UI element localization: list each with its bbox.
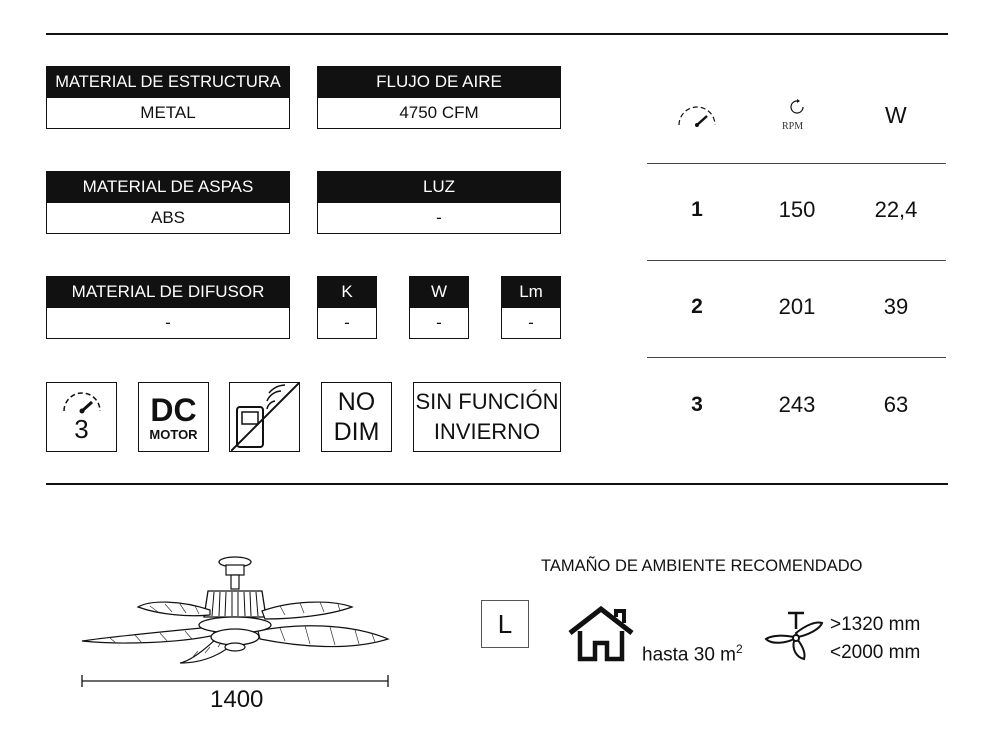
speedometer-icon (675, 103, 719, 127)
winter-line-2: INVIERNO (433, 419, 541, 444)
winter-line-1: SIN FUNCIÓN (415, 389, 559, 414)
spec-w-label: W (409, 276, 469, 308)
fan-diameter: 1400 (210, 686, 264, 713)
spec-flujo (317, 66, 561, 129)
remote-control-icon (231, 383, 299, 451)
spec-luz-value: - (317, 203, 561, 234)
middle-rule (46, 483, 948, 485)
spec-flujo-value: 4750 CFM (317, 98, 561, 129)
no-dim-line-2: DIM (333, 418, 380, 446)
spec-difusor (46, 276, 290, 339)
spec-lm-label: Lm (501, 276, 561, 308)
watts-1: 22,4 (874, 197, 918, 222)
top-rule (46, 33, 948, 35)
table-divider (647, 163, 946, 164)
table-divider (647, 260, 946, 261)
spec-estructura-label: MATERIAL DE ESTRUCTURA (46, 66, 290, 98)
speed-1: 1 (691, 198, 703, 221)
no-dim-badge (321, 382, 392, 452)
spec-estructura (46, 66, 290, 129)
ceiling-height-max: <2000 mm (830, 642, 921, 663)
spec-luz (317, 171, 561, 234)
spec-lm (501, 276, 561, 339)
speed-3: 3 (691, 393, 703, 416)
no-dim-line-1: NO (337, 388, 376, 416)
rpm-2: 201 (778, 294, 816, 319)
room-size: L (497, 609, 513, 639)
spec-aspas (46, 171, 290, 234)
room-title: TAMAÑO DE AMBIENTE RECOMENDADO (541, 557, 863, 575)
speeds-count: 3 (74, 414, 89, 444)
rpm-header: RPM (782, 121, 804, 132)
rpm-1: 150 (778, 197, 816, 222)
spec-estructura-value: METAL (46, 98, 290, 129)
no-remote-badge (229, 382, 300, 452)
room-size-box (481, 600, 529, 648)
spec-k-value: - (317, 308, 377, 339)
ceiling-height-min: >1320 mm (830, 614, 921, 635)
dc-motor-badge (138, 382, 209, 452)
speedometer-icon (59, 391, 105, 415)
room-area-text: hasta 30 m (642, 644, 736, 666)
room-area-exponent: 2 (736, 642, 743, 656)
spec-flujo-label: FLUJO DE AIRE (317, 66, 561, 98)
speeds-badge (46, 382, 117, 452)
spec-k-label: K (317, 276, 377, 308)
house-icon (566, 605, 636, 663)
ceiling-fan-icon (764, 611, 824, 661)
spec-aspas-value: ABS (46, 203, 290, 234)
spec-difusor-value: - (46, 308, 290, 339)
spec-lm-value: - (501, 308, 561, 339)
watts-3: 63 (883, 392, 909, 417)
room-area (642, 642, 743, 666)
spec-w-value: - (409, 308, 469, 339)
rpm-rotation-icon (788, 98, 806, 116)
spec-w (409, 276, 469, 339)
spec-k (317, 276, 377, 339)
spec-luz-label: LUZ (317, 171, 561, 203)
dc-label: DC (150, 391, 197, 428)
watts-2: 39 (883, 294, 909, 319)
motor-label: MOTOR (149, 426, 198, 442)
rpm-3: 243 (778, 392, 816, 417)
speed-2: 2 (691, 295, 703, 318)
spec-difusor-label: MATERIAL DE DIFUSOR (46, 276, 290, 308)
watts-header: W (885, 102, 907, 128)
spec-aspas-label: MATERIAL DE ASPAS (46, 171, 290, 203)
winter-badge (413, 382, 561, 452)
table-divider (647, 357, 946, 358)
ceiling-fan-illustration (80, 555, 392, 670)
